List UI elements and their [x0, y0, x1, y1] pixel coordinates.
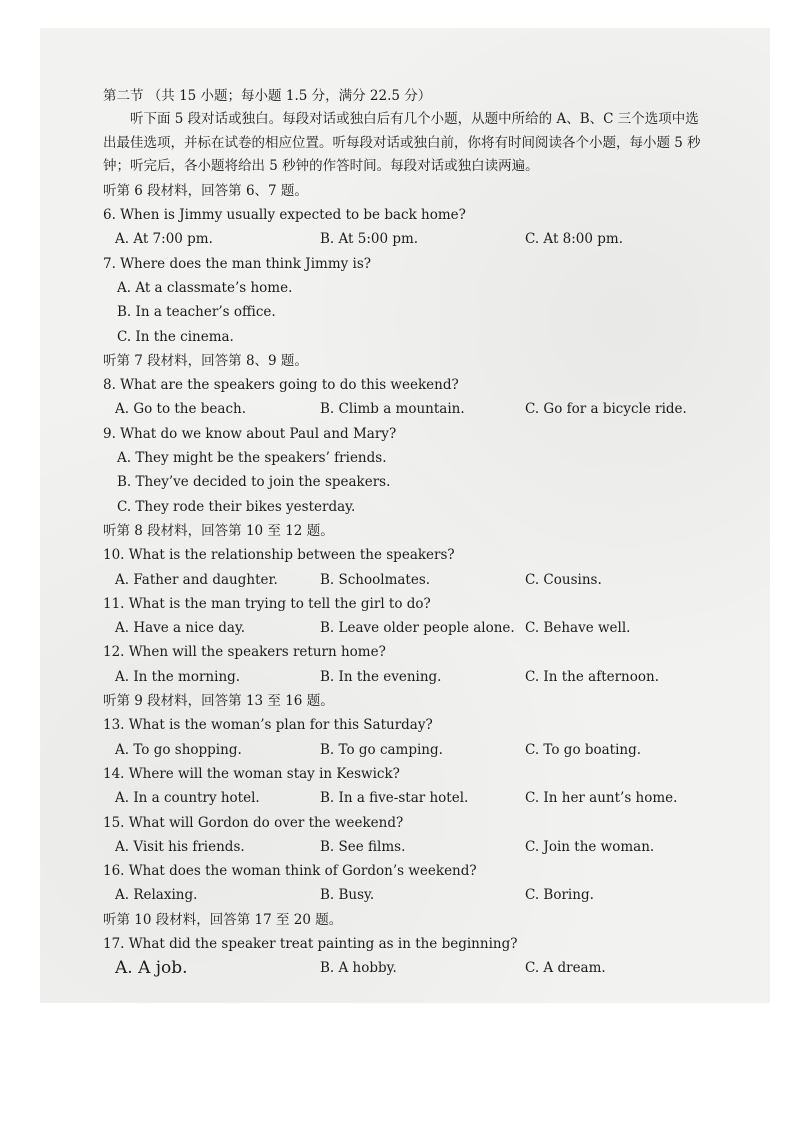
option-b: B. In a teacher’s office.	[117, 304, 276, 321]
question-stem: 16. What does the woman think of Gordon’s weekend?	[103, 863, 477, 880]
group-header: 听第 6 段材料，回答第 6、7 题。	[103, 182, 308, 199]
question-stem: 17. What did the speaker treat painting as in the beginning?	[103, 936, 518, 952]
question-stem: 12. When will the speakers return home?	[103, 644, 386, 661]
option-c: C. In the cinema.	[117, 328, 234, 345]
question-stem: 7. Where does the man think Jimmy is?	[103, 255, 372, 272]
option-b: B. In a five-star hotel.	[320, 790, 469, 807]
option-c: C. At 8:00 pm.	[525, 231, 624, 248]
question-stem: 14. Where will the woman stay in Keswick?	[103, 765, 400, 782]
question-stem: 13. What is the woman’s plan for this Saturday?	[103, 717, 433, 734]
option-row	[103, 227, 703, 251]
section-instructions: 听下面 5 段对话或独白。每段对话或独白后有几个小题，从题中所给的 A、B、C 三个选项中选出最佳选项，并标在试卷的相应位置。听每段对话或独白前，你将有时间阅读各个小题，每小题 5 秒钟；听完后，各小题将给出 5 秒钟的作答时间。每段对话或独白读两遍。	[103, 111, 701, 175]
option-row	[103, 568, 703, 592]
option-c: C. Go for a bicycle ride.	[525, 401, 687, 418]
option-b: B. A hobby.	[320, 960, 397, 977]
option-a: A. Visit his friends.	[115, 838, 245, 855]
exam-section	[103, 84, 703, 981]
option-a: A. At 7:00 pm.	[115, 231, 213, 248]
question-stem: 10. What is the relationship between the speakers?	[103, 547, 455, 564]
option-row	[103, 786, 703, 810]
group-header: 听第 9 段材料，回答第 13 至 16 题。	[103, 693, 334, 710]
section-title: 第二节	[103, 88, 144, 104]
group-header: 听第 10 段材料，回答第 17 至 20 题。	[103, 911, 343, 928]
option-a: A. They might be the speakers’ friends.	[117, 450, 387, 467]
question-stem: 8. What are the speakers going to do this weekend?	[103, 377, 459, 394]
option-row	[103, 883, 703, 907]
option-a: A. To go shopping.	[115, 741, 242, 758]
option-a: A. Father and daughter.	[115, 571, 278, 588]
option-c: C. In the afternoon.	[525, 668, 659, 685]
option-c: C. They rode their bikes yesterday.	[117, 498, 356, 515]
option-a: A. In a country hotel.	[115, 790, 260, 807]
option-c: C. To go boating.	[525, 741, 642, 758]
option-c: C. Boring.	[525, 887, 594, 904]
option-b: B. They’ve decided to join the speakers.	[117, 474, 391, 491]
option-row	[103, 397, 703, 421]
group-header: 听第 8 段材料，回答第 10 至 12 题。	[103, 522, 334, 539]
option-b: B. Busy.	[320, 887, 375, 904]
option-a: A. Relaxing.	[115, 887, 198, 904]
question-stem: 15. What will Gordon do over the weekend?	[103, 814, 404, 831]
option-row	[103, 956, 703, 980]
question-stem: 11. What is the man trying to tell the girl to do?	[103, 595, 431, 612]
option-b: B. In the evening.	[320, 668, 442, 685]
option-c: C. Behave well.	[525, 620, 631, 637]
option-b: B. Climb a mountain.	[320, 401, 465, 418]
option-b: B. Leave older people alone.	[320, 620, 515, 637]
option-row	[103, 738, 703, 762]
section-heading	[103, 84, 703, 108]
option-row	[103, 835, 703, 859]
option-a: A. In the morning.	[115, 668, 241, 685]
option-b: B. To go camping.	[320, 741, 443, 758]
question-stem: 6. When is Jimmy usually expected to be back home?	[103, 207, 466, 224]
question-stem: 9. What do we know about Paul and Mary?	[103, 425, 397, 442]
option-b: B. At 5:00 pm.	[320, 231, 419, 248]
option-b: B. Schoolmates.	[320, 571, 431, 588]
option-c: C. In her aunt’s home.	[525, 790, 678, 807]
option-a: A. Have a nice day.	[115, 620, 246, 637]
option-a: A. Go to the beach.	[115, 401, 247, 418]
option-row	[103, 616, 703, 640]
option-c: C. Cousins.	[525, 571, 602, 588]
option-row	[103, 665, 703, 689]
option-a: A. At a classmate’s home.	[117, 279, 293, 296]
option-c: C. A dream.	[525, 960, 606, 977]
section-scoring: （共 15 小题；每小题 1.5 分，满分 22.5 分）	[147, 88, 432, 104]
option-b: B. See films.	[320, 838, 406, 855]
group-header: 听第 7 段材料，回答第 8、9 题。	[103, 352, 308, 369]
option-c: C. Join the woman.	[525, 838, 655, 855]
option-a: A. A job.	[115, 958, 188, 979]
